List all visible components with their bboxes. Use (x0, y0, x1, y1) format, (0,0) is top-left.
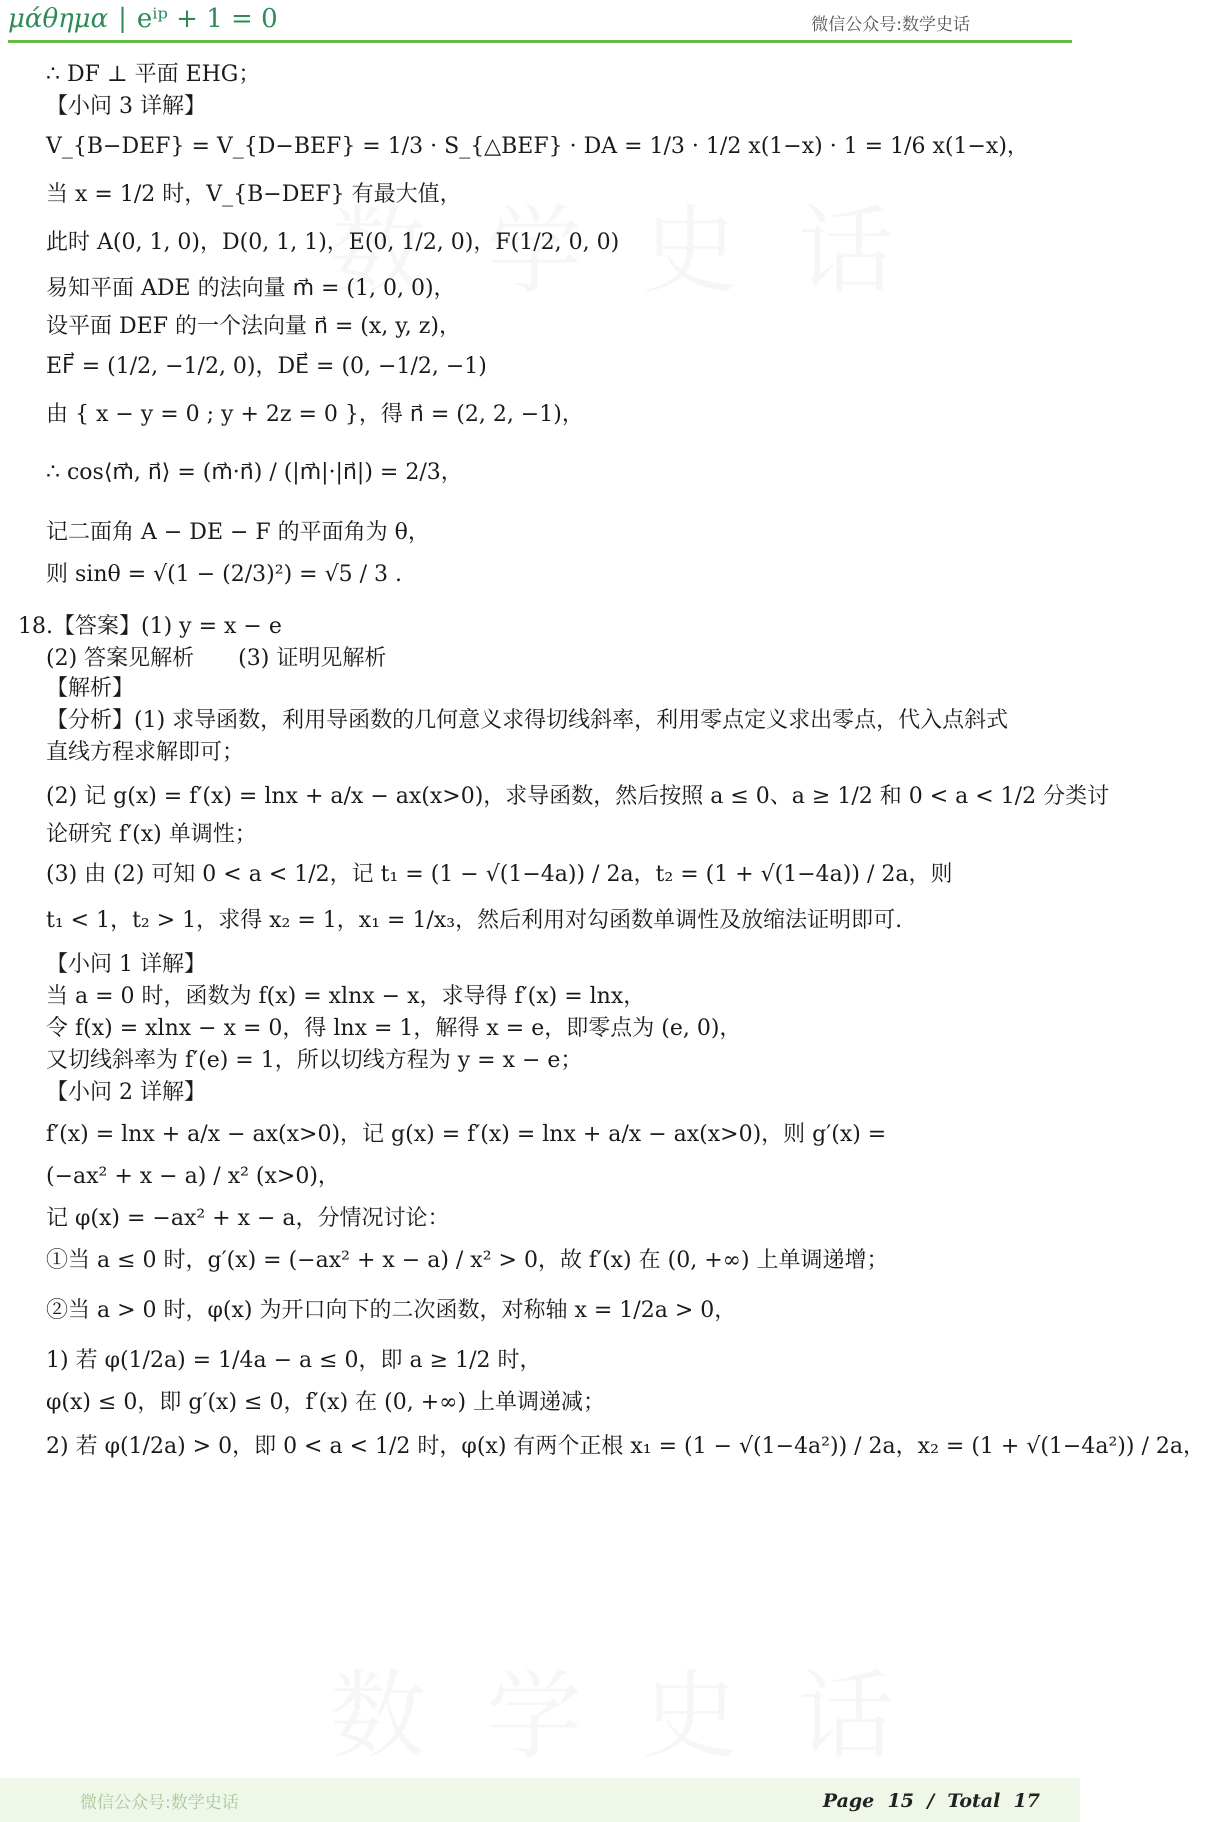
text-line: (3) 由 (2) 可知 0 < a < 1/2，记 t₁ = (1 − √(1−4a)) / 2a，t₂ = (1 + √(1−4a)) / 2a，则 (46, 862, 953, 887)
text-line: 记二面角 A − DE − F 的平面角为 θ， (46, 520, 430, 545)
text-line: ②当 a > 0 时，φ(x) 为开口向下的二次函数，对称轴 x = 1/2a > 0， (46, 1298, 737, 1323)
text-line: 当 a = 0 时，函数为 f(x) = xlnx − x，求导得 f′(x) = lnx， (46, 984, 646, 1009)
text-line: EF⃗ = (1/2, −1/2, 0)，DE⃗ = (0, −1/2, −1) (46, 354, 487, 379)
page-number: 15 (887, 1790, 914, 1812)
text-line: (2) 答案见解析 (3) 证明见解析 (46, 646, 387, 671)
text-line: ∴ cos⟨m⃗, n⃗⟩ = (m⃗·n⃗) / (|m⃗|·|n⃗|) = 2/3， (46, 460, 463, 485)
text-line: 由 { x − y = 0 ; y + 2z = 0 }，得 n⃗ = (2, 2, −1)， (46, 402, 584, 427)
text-line: 易知平面 ADE 的法向量 m⃗ = (1, 0, 0)， (46, 276, 456, 301)
text-line: 【小问 1 详解】 (46, 952, 206, 977)
text-line: 【小问 2 详解】 (46, 1080, 206, 1105)
text-line: 1) 若 φ(1/2a) = 1/4a − a ≤ 0，即 a ≥ 1/2 时， (46, 1348, 542, 1373)
text-line: φ(x) ≤ 0，即 g′(x) ≤ 0，f′(x) 在 (0, +∞) 上单调递减； (46, 1390, 606, 1415)
footer-account: 微信公众号:数学史话 (80, 1793, 239, 1813)
text-line: 设平面 DEF 的一个法向量 n⃗ = (x, y, z)， (46, 314, 461, 339)
text-line: (−ax² + x − a) / x² (x>0)， (46, 1164, 340, 1189)
euler-formula: eⁱᵖ + 1 = 0 (136, 4, 278, 34)
page-header (0, 0, 1080, 44)
total-pages: 17 (1013, 1790, 1040, 1812)
text-line: 令 f(x) = xlnx − x = 0，得 lnx = 1，解得 x = e，即零点为 (e, 0)， (46, 1016, 742, 1041)
watermark (330, 1640, 954, 1777)
header-account: 微信公众号:数学史话 (811, 15, 970, 35)
text-line: 又切线斜率为 f′(e) = 1，所以切线方程为 y = x − e； (46, 1048, 583, 1073)
text-line: 此时 A(0, 1, 0)，D(0, 1, 1)，E(0, 1/2, 0)，F(1/2, 0, 0) (46, 230, 620, 255)
text-line: 【解析】 (46, 676, 135, 701)
text-line: ∴ DF ⊥ 平面 EHG； (46, 62, 261, 87)
text-line: 记 φ(x) = −ax² + x − a，分情况讨论： (46, 1206, 450, 1231)
text-line: V_{B−DEF} = V_{D−BEF} = 1/3 · S_{△BEF} · DA = 1/3 · 1/2 x(1−x) · 1 = 1/6 x(1−x)， (46, 134, 1029, 159)
page-indicator: Page 15 / Total 17 (822, 1790, 1040, 1812)
text-line: (2) 记 g(x) = f′(x) = lnx + a/x − ax(x>0)，求导函数，然后按照 a ≤ 0、a ≥ 1/2 和 0 < a < 1/2 分类讨 (46, 784, 1110, 809)
brand: μάθημα | eⁱᵖ + 1 = 0 (8, 4, 278, 34)
page-label: Page (822, 1790, 875, 1812)
text-line: 则 sinθ = √(1 − (2/3)²) = √5 / 3 . (46, 562, 402, 587)
text-line: 直线方程求解即可； (46, 740, 245, 765)
text-line: f′(x) = lnx + a/x − ax(x>0)，记 g(x) = f′(x) = lnx + a/x − ax(x>0)，则 g′(x) = (46, 1122, 887, 1147)
brand-name: μάθημα (8, 4, 109, 34)
text-line: 18.【答案】(1) y = x − e (18, 614, 282, 639)
text-line: 【分析】(1) 求导函数，利用导函数的几何意义求得切线斜率，利用零点定义求出零点，代入点斜式 (46, 708, 1009, 733)
total-label: Total (947, 1790, 1001, 1812)
text-line: ①当 a ≤ 0 时，g′(x) = (−ax² + x − a) / x² > 0，故 f′(x) 在 (0, +∞) 上单调递增； (46, 1248, 889, 1273)
page-footer (0, 1778, 1080, 1822)
text-line: t₁ < 1，t₂ > 1，求得 x₂ = 1，x₁ = 1/x₃，然后利用对勾函数单调性及放缩法证明即可. (46, 908, 903, 933)
text-line: 论研究 f′(x) 单调性； (46, 822, 257, 847)
text-line: 【小问 3 详解】 (46, 94, 206, 119)
header-divider (8, 40, 1072, 43)
text-line: 当 x = 1/2 时，V_{B−DEF} 有最大值， (46, 182, 462, 207)
text-line: 2) 若 φ(1/2a) > 0，即 0 < a < 1/2 时，φ(x) 有两个正根 x₁ = (1 − √(1−4a²)) / 2a，x₂ = (1 + √(1−4a²)) / 2a， (46, 1434, 1205, 1459)
